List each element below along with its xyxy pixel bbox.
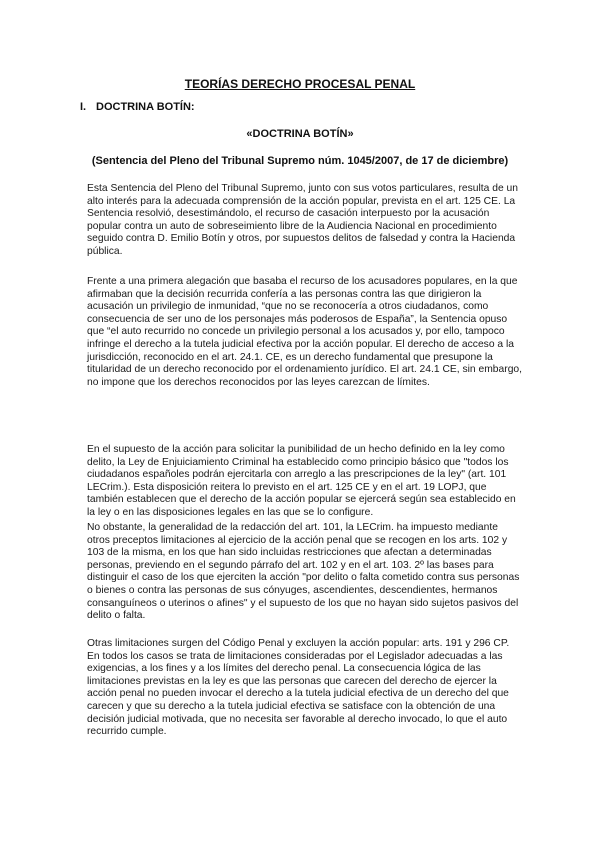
document-title: TEORÍAS DERECHO PROCESAL PENAL xyxy=(184,77,416,91)
body-paragraph-2: Frente a una primera alegación que basaba el recurso de los acusadores populares, en la que afirmaban que la decisión recurrida confería a las personas contra las que dirigieron la acusación un privilegio de inmunidad, “que no se reconocería a otros ciudadanos, como consecuencia de ser uno de los personajes más poderosos de España”, la Sentencia opuso que “el auto recurrido no concede un privilegio personal a los acusados y, por ello, tampoco infringe el derecho a la tutela judicial efectiva por la acción popular. El derecho de acceso a la jurisdicción, reconocido en el art. 24.1. CE, es un derecho fundamental que presupone la titularidad de un derecho reconocido por el ordenamiento jurídico. El art. 24.1 CE, sin embargo, no impone que los derechos reconocidos por las leyes carezcan de límites. xyxy=(87,276,523,388)
section-heading xyxy=(80,101,195,113)
body-paragraph-5: Otras limitaciones surgen del Código Penal y excluyen la acción popular: arts. 191 y 296 CP. En todos los casos se trata de limitaciones consideradas por el Legislador adecuadas a las exigencias, a los fines y a los límites del derecho penal. La consecuencia lógica de las limitaciones previstas en la ley es que las personas que carecen del derecho de ejercer la acción penal no pueden invocar el derecho a la tutela judicial efectiva de un derecho del que carecen y que su derecho a la tutela judicial efectiva se satisface con la obtención de una decisión judicial motivada, que no necesita ser favorable al derecho invocado, lo que el auto recurrido cumple. xyxy=(87,638,510,738)
section-heading-text: DOCTRINA BOTÍN: xyxy=(96,101,195,113)
doctrine-subtitle: «DOCTRINA BOTÍN» xyxy=(246,128,354,140)
body-paragraph-1: Esta Sentencia del Pleno del Tribunal Supremo, junto con sus votos particulares, resulta de un alto interés para la adecuada comprensión de la acción popular, prevista en el art. 125 CE. La Sentencia resolvió, desestimándolo, el recurso de casación interpuesto por la acusación popular contra un auto de sobreseimiento libre de la Audiencia Nacional en procedimiento seguido contra D. Emilio Botín y otros, por supuestos delitos de falsedad y contra la Hacienda pública. xyxy=(87,183,519,257)
section-number: I. xyxy=(80,101,87,113)
body-paragraph-3: En el supuesto de la acción para solicitar la punibilidad de un hecho definido en la ley como delito, la Ley de Enjuiciamiento Criminal ha establecido como principio básico que "todos los ciudadanos españoles podrán ejercitarla con arreglo a las prescripciones de la ley" (art. 101 LECrim.). Esta disposición reitera lo previsto en el art. 125 CE y en el art. 19 LOPJ, que también establecen que el derecho de la acción popular se ejercerá según sea establecido en la ley o en las disposiciones legales en las que se lo configure. xyxy=(87,444,516,518)
sentence-reference: (Sentencia del Pleno del Tribunal Supremo núm. 1045/2007, de 17 de diciembre) xyxy=(91,155,509,167)
body-paragraph-4: No obstante, la generalidad de la redacción del art. 101, la LECrim. ha impuesto mediante otros preceptos limitaciones al ejercicio de la acción penal que se recogen en los arts. 102 y 103 de la misma, en los que han sido incluidas restricciones que afectan a determinadas personas, previendo en el segundo párrafo del art. 102 y en el art. 103. 2º las bases para distinguir el caso de los que ejerciten la acción "por delito o falta cometido contra sus personas o bienes o contra las personas de sus cónyuges, ascendientes, descendientes, hermanos consanguíneos o uterinos o afines" y el supuesto de los que no hayan sido sujetos pasivos del delito o falta. xyxy=(87,522,520,622)
